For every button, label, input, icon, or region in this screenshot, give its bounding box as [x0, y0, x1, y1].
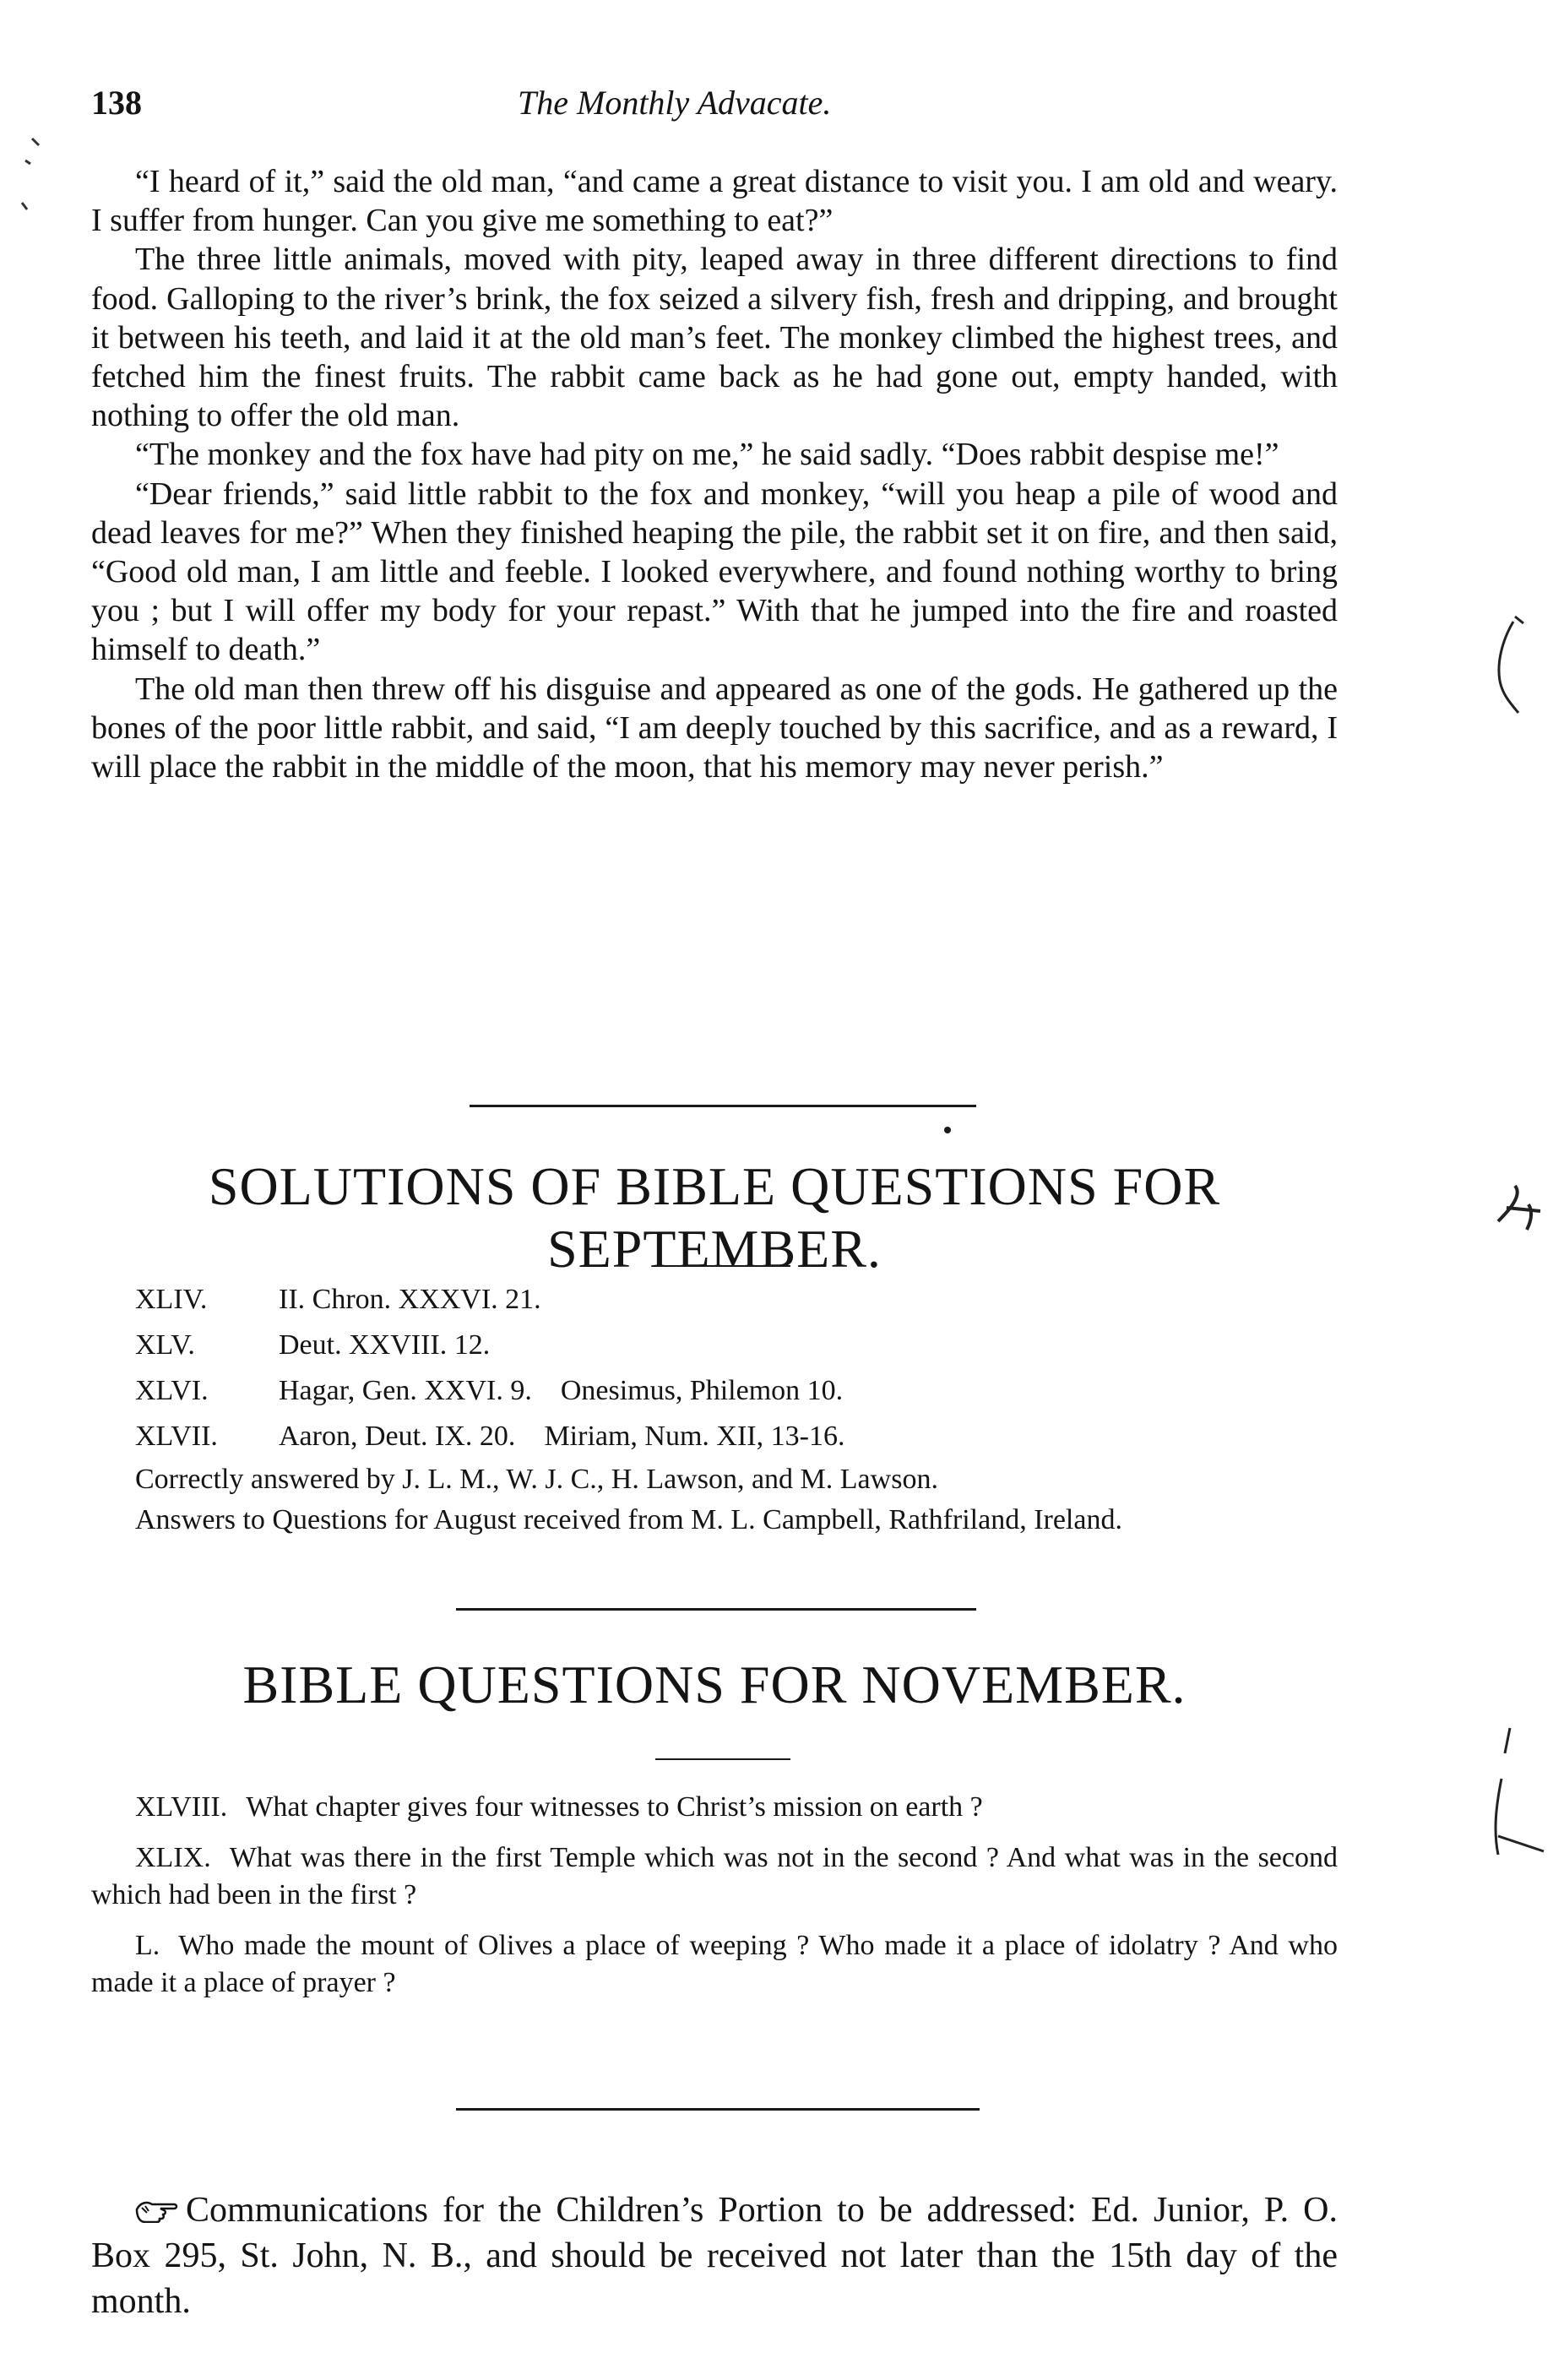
divider-dot: [944, 1127, 951, 1133]
solution-answer: II. Chron. XXXVI. 21.: [279, 1284, 541, 1315]
solution-item: [91, 1277, 1338, 1323]
solution-item: [91, 1414, 1338, 1459]
story-paragraph: The three little animals, moved with pity, leaped away in three different directions to find food. Galloping to the river’s brink, the fox seized a silvery fish, fresh and dripping, and brought it between his teeth, and laid it at the old man’s feet. The monkey climbed the highest trees, and fetched him the finest fruits. The rabbit came back as he had gone out, empty handed, with nothing to offer the old man.: [91, 242, 1338, 434]
question-text: What chapter gives four witnesses to Christ’s mission on earth ?: [246, 1791, 983, 1823]
solution-number: XLIV.: [135, 1284, 208, 1315]
solution-number: XLVI.: [135, 1375, 209, 1406]
running-header: [91, 83, 1341, 133]
question-number: L.: [135, 1930, 160, 1961]
section-divider: [456, 2108, 980, 2111]
solution-answer-second: Miriam, Num. XII, 13-16.: [544, 1421, 845, 1452]
margin-bracket-mark: [1480, 615, 1530, 733]
section-divider: [470, 1105, 976, 1107]
solutions-list: [91, 1277, 1338, 1539]
running-title: The Monthly Advacate.: [518, 84, 832, 122]
question-item: [91, 1927, 1338, 2002]
solution-answer: Aaron, Deut. IX. 20.: [279, 1421, 516, 1452]
notice-text: Communications for the Children’s Portion to be addressed: Ed. Junior, P. O. Box 295, St. John, N. B., and should be received not later than the 15th day of the month.: [91, 2191, 1338, 2321]
story-paragraph: “I heard of it,” said the old man, “and came a great distance to visit you. I am old and weary. I suffer from hunger. Can you give me something to eat?”: [91, 164, 1338, 239]
margin-speck-mark: [17, 135, 51, 236]
question-number: XLVIII.: [135, 1791, 228, 1823]
solution-answer-second: Onesimus, Philemon 10.: [560, 1375, 844, 1406]
solution-number: XLV.: [135, 1329, 195, 1361]
solution-answer: Deut. XXVIII. 12.: [279, 1329, 491, 1361]
august-answers-note: Answers to Questions for August received from M. L. Campbell, Rathfriland, Ireland.: [135, 1504, 1122, 1535]
margin-scribble-mark: [1490, 1179, 1549, 1238]
story-paragraph: “The monkey and the fox have had pity on me,” he said sadly. “Does rabbit despise me!”: [135, 437, 1279, 473]
solutions-heading: SOLUTIONS OF BIBLE QUESTIONS FOR SEPTEMBER.: [208, 1156, 1221, 1279]
heading-underline: [655, 1758, 790, 1760]
story-paragraph: The old man then threw off his disguise and appeared as one of the gods. He gathered up the bones of the poor little rabbit, and said, “I am deeply touched by this sacrifice, and as a reward, I will place the rabbit in the middle of the moon, that his memory may never perish.”: [91, 671, 1338, 785]
communications-notice: [91, 2187, 1338, 2324]
story-text: [91, 162, 1338, 786]
margin-bracket-mark: [1468, 1720, 1552, 1880]
solution-item: [91, 1368, 1338, 1414]
questions-heading: BIBLE QUESTIONS FOR NOVEMBER.: [242, 1655, 1186, 1714]
heading-underline: [655, 1265, 790, 1267]
question-number: XLIX.: [135, 1842, 211, 1873]
solution-answer: Hagar, Gen. XXVI. 9.: [279, 1375, 532, 1406]
question-text: Who made the mount of Olives a place of weeping ? Who made it a place of idolatry ? And who made it a place of prayer ?: [91, 1930, 1338, 1998]
page-number: 138: [91, 84, 142, 122]
section-divider: [456, 1608, 976, 1611]
pointing-hand-icon: [135, 2189, 179, 2214]
correctly-answered-note: Correctly answered by J. L. M., W. J. C., H. Lawson, and M. Lawson.: [135, 1464, 938, 1495]
question-item: [91, 1789, 1338, 1826]
solution-number: XLVII.: [135, 1421, 218, 1452]
question-text: What was there in the first Temple which was not in the second ? And what was in the second which had been in the first ?: [91, 1842, 1338, 1910]
solution-item: [91, 1323, 1338, 1368]
story-paragraph: “Dear friends,” said little rabbit to the fox and monkey, “will you heap a pile of wood and dead leaves for me?” When they finished heaping the pile, the rabbit set it on fire, and then said, “Good old man, I am little and feeble. I looked everywhere, and found nothing worthy to bring you ; but I will offer my body for your repast.” With that he jumped into the fire and roasted himself to death.”: [91, 475, 1338, 668]
question-item: [91, 1839, 1338, 1914]
questions-list: [91, 1789, 1338, 2015]
